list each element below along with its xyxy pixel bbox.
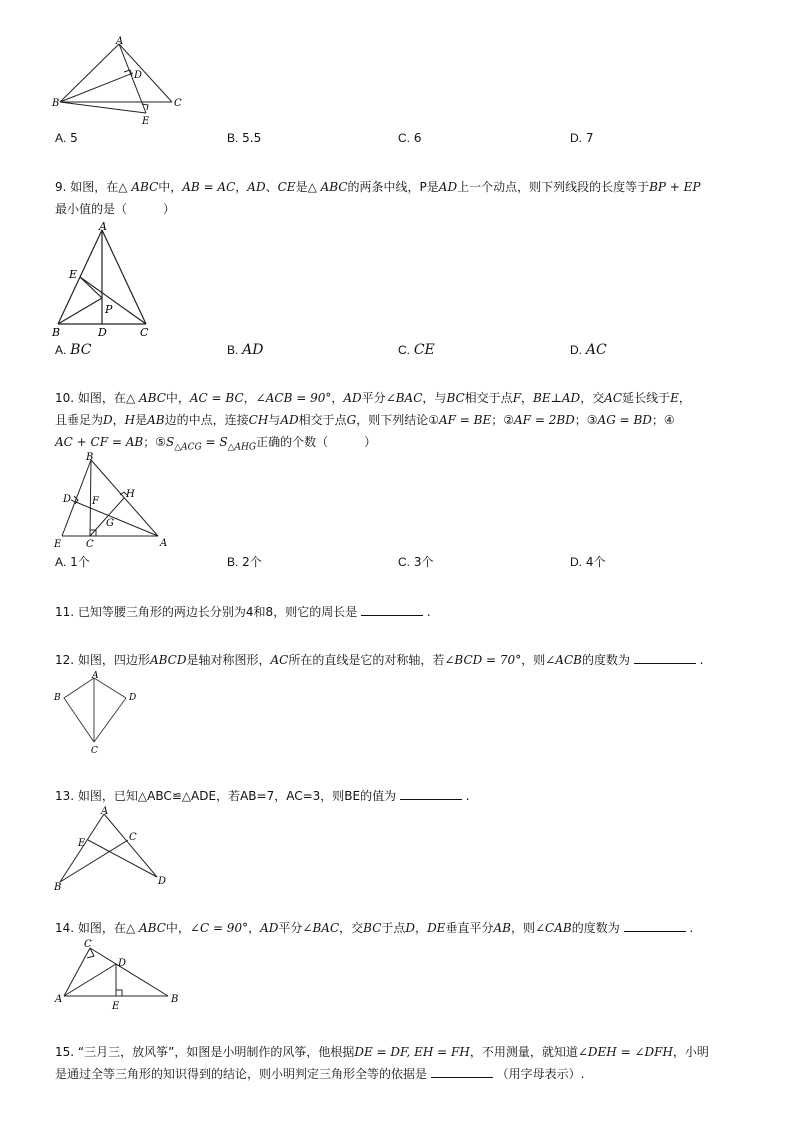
q14-text-8: 垂直平分 — [445, 921, 494, 935]
q9-option-b[interactable] — [227, 342, 264, 358]
q14-math-ad: AD — [260, 921, 279, 935]
q10-line2-seg-5: AB — [147, 413, 165, 427]
q14-label-a: A — [55, 994, 63, 1005]
question-12 — [55, 649, 745, 671]
q15-text-2: ，不用测量，就知道 — [469, 1045, 578, 1059]
q10-line1-seg-11: BC — [446, 391, 465, 405]
q10-line2-seg-7: CH — [248, 413, 269, 427]
q10-option-b[interactable] — [227, 553, 262, 570]
q10-line1-seg-13: F — [512, 391, 522, 405]
q10-line2-seg-3: H — [124, 413, 136, 427]
q13-answer-blank[interactable] — [400, 787, 462, 800]
q10-line1-seg-10: ，与 — [422, 391, 447, 405]
q10-line3-seg-2: $S_{\triangle ACG}$ — [165, 435, 202, 453]
q10-line2-seg-2: ， — [112, 413, 125, 427]
q12-label-d: D — [129, 693, 137, 703]
q9-text-3: ， — [235, 180, 248, 194]
q15-text-5: （用字母表示）. — [496, 1067, 585, 1081]
q10-line2-seg-16: ；③ — [574, 413, 598, 427]
q10-line2-seg-10: 相交于点 — [298, 413, 347, 427]
q12-math-acb: ∠ACB — [545, 653, 582, 667]
q10-line3-seg-4-sub: △AHG — [227, 442, 257, 453]
q14-text-5: ，交 — [339, 921, 364, 935]
q10-line2-seg-4: 是 — [135, 413, 148, 427]
q9-math-abc-2: ABC — [320, 180, 348, 194]
q14-text-10: 的度数为 — [571, 921, 620, 935]
question-15 — [55, 1041, 745, 1085]
q8-label-e: E — [142, 116, 150, 127]
q10-option-c-text: 3个 — [413, 555, 434, 569]
q9-option-d[interactable] — [570, 342, 607, 358]
q12-math-angle: ∠BCD = 70° — [444, 653, 522, 667]
q14-label-c: C — [84, 939, 92, 950]
q14-math-c90: ∠C = 90° — [189, 921, 249, 935]
q10-line2-seg-14: ；② — [491, 413, 515, 427]
q9-option-b-letter: B. — [227, 343, 239, 357]
q10-line1-seg-18: 延长线于 — [622, 391, 671, 405]
q8-option-b-letter: B. — [227, 131, 239, 145]
q10-label-b: B — [86, 452, 94, 463]
q14-math-bc: BC — [363, 921, 382, 935]
q12-label-b: B — [54, 693, 61, 703]
q9-label-p: P — [105, 303, 113, 316]
q12-text-2: 是轴对称图形， — [186, 653, 271, 667]
q14-math-cab: ∠CAB — [534, 921, 572, 935]
q11-text: 已知等腰三角形的两边长分别为4和8，则它的周长是 — [77, 605, 358, 619]
q8-label-b: B — [52, 98, 60, 109]
q14-text-4: 平分 — [278, 921, 303, 935]
q15-answer-blank[interactable] — [431, 1065, 493, 1078]
q10-label-g: G — [106, 518, 114, 529]
q8-option-d[interactable] — [570, 131, 593, 145]
q9-text-5: 是 — [295, 180, 308, 194]
q10-line1-seg-19: E — [670, 391, 679, 405]
q12-figure — [50, 668, 150, 756]
q9-math-sum: BP + EP — [649, 180, 701, 194]
q14-math-tri: △ ABC — [125, 921, 166, 935]
q9-label-c: C — [140, 326, 149, 339]
q10-line1-seg-2: 中， — [165, 391, 190, 405]
q13-label-b: B — [54, 882, 62, 892]
q9-option-a-text: BC — [70, 342, 92, 358]
q9-text-4: 、 — [265, 180, 278, 194]
q14-math-d: D — [405, 921, 416, 935]
q11-number: 11. — [55, 605, 75, 619]
q8-option-d-letter: D. — [570, 131, 582, 145]
q10-line2-seg-18: ；④ — [651, 413, 675, 427]
q13-number: 13. — [55, 789, 75, 803]
q9-math-ce: CE — [277, 180, 296, 194]
q9-figure — [50, 220, 165, 340]
q9-triangle-symbol: △ — [118, 180, 128, 194]
q10-line-2 — [55, 409, 745, 431]
q10-option-a-text: 1个 — [70, 555, 90, 569]
q9-math-abc: ABC — [131, 180, 159, 194]
q10-line2-seg-15: AF = 2BD — [514, 413, 575, 427]
q9-text-8: 最小值的是（ — [55, 202, 128, 216]
q9-option-b-text: AD — [242, 342, 264, 358]
q10-option-b-text: 2个 — [242, 555, 262, 569]
q13-figure — [50, 800, 175, 892]
q10-line1-seg-1: △ ABC — [125, 391, 166, 405]
q10-line1-seg-20: ， — [678, 391, 691, 405]
q10-line1-seg-9: ∠BAC — [385, 391, 423, 405]
q10-line3-seg-2-sub: △ACG — [174, 442, 202, 453]
q10-option-c-letter: C. — [398, 555, 410, 569]
q10-line1-seg-5: ∠ACB = 90° — [255, 391, 332, 405]
q9-text-9: ） — [163, 202, 176, 216]
q9-math-ad: AD — [247, 180, 266, 194]
q10-line3-seg-5: 正确的个数（ — [256, 435, 329, 449]
q8-option-c[interactable] — [398, 131, 421, 145]
q14-figure — [50, 934, 185, 1012]
q14-number: 14. — [55, 921, 75, 935]
q9-option-a[interactable] — [55, 342, 91, 358]
q10-line1-seg-0: 如图，在 — [77, 391, 126, 405]
q12-text-4: ，则 — [521, 653, 546, 667]
q8-option-d-text: 7 — [585, 131, 594, 145]
q8-option-c-text: 6 — [413, 131, 422, 145]
q10-option-a-letter: A. — [55, 555, 67, 569]
q9-number: 9. — [55, 180, 67, 194]
q10-line1-seg-14: ， — [521, 391, 534, 405]
q13-label-e: E — [78, 838, 86, 849]
q14-text-9: ，则 — [510, 921, 535, 935]
q8-label-a: A — [116, 36, 124, 47]
q12-label-c: C — [91, 746, 98, 756]
q10-label-a: A — [160, 538, 168, 549]
q9-text-6: 的两条中线，P是 — [347, 180, 439, 194]
q12-text-3: 所在的直线是它的对称轴，若 — [288, 653, 445, 667]
q10-line3-seg-0: AC + CF = AB — [55, 435, 144, 449]
q14-text-7: ， — [415, 921, 428, 935]
q10-option-d-text: 4个 — [585, 555, 606, 569]
q9-option-c-letter: C. — [398, 343, 410, 357]
q15-text-1: “三月三，放风筝”，如图是小明制作的风筝，他根据 — [77, 1045, 355, 1059]
q9-triangle-symbol-2: △ — [307, 180, 317, 194]
q10-line1-seg-17: AC — [604, 391, 623, 405]
q8-label-d: D — [134, 70, 143, 81]
q13-label-a: A — [101, 806, 109, 817]
q13-end: . — [465, 789, 470, 803]
q9-label-e: E — [69, 268, 78, 281]
q14-text-6: 于点 — [381, 921, 406, 935]
q10-label-f: F — [92, 496, 99, 507]
q10-line1-seg-6: ， — [331, 391, 344, 405]
q14-math-bac: ∠BAC — [302, 921, 340, 935]
q14-math-ab: AB — [493, 921, 511, 935]
q10-option-b-letter: B. — [227, 555, 239, 569]
q15-text-4: 是通过全等三角形的知识得到的结论，则小明判定三角形全等的依据是 — [55, 1067, 428, 1081]
q9-text-1: 如图，在 — [70, 180, 119, 194]
q9-option-d-text: AC — [585, 342, 607, 358]
q13-label-c: C — [129, 832, 137, 843]
q12-answer-blank[interactable] — [634, 651, 696, 664]
q9-option-d-letter: D. — [570, 343, 582, 357]
q12-label-a: A — [92, 671, 99, 681]
q9-text-2: 中， — [158, 180, 183, 194]
q10-number: 10. — [55, 391, 75, 405]
q8-option-a[interactable] — [55, 131, 78, 145]
q10-line2-seg-17: AG = BD — [597, 413, 652, 427]
q9-label-d: D — [98, 326, 107, 339]
q10-line2-seg-8: 与 — [268, 413, 281, 427]
q10-label-e: E — [54, 539, 62, 550]
q8-option-a-letter: A. — [55, 131, 67, 145]
q8-option-b[interactable] — [227, 131, 261, 145]
q10-line1-seg-16: ，交 — [580, 391, 605, 405]
q14-text-2: 中， — [165, 921, 190, 935]
q8-option-c-letter: C. — [398, 131, 410, 145]
q9-option-c-text: CE — [413, 342, 435, 358]
q12-math-abcd: ABCD — [149, 653, 187, 667]
q14-math-de: DE — [427, 921, 446, 935]
q15-math-eq2: ∠DEH = ∠DFH — [577, 1045, 673, 1059]
q14-label-e: E — [112, 1001, 120, 1012]
q10-line-1 — [55, 387, 745, 409]
q10-label-h: H — [126, 489, 135, 500]
q14-label-d: D — [118, 958, 127, 969]
q15-math-eq1: DE = DF, EH = FH — [354, 1045, 470, 1059]
q10-line1-seg-3: AC = BC — [189, 391, 244, 405]
q14-text-3: ， — [248, 921, 261, 935]
q10-option-d-letter: D. — [570, 555, 582, 569]
q9-option-c[interactable] — [398, 342, 435, 358]
q8-figure — [50, 36, 190, 128]
q10-line3-seg-6: ） — [328, 435, 377, 449]
q11-end: . — [426, 605, 431, 619]
q15-number: 15. — [55, 1045, 75, 1059]
q10-line2-seg-11: G — [346, 413, 357, 427]
q10-line1-seg-7: AD — [343, 391, 362, 405]
q13-text: 如图，已知△ABC≌△ADE，若AB=7，AC=3，则BE的值为 — [77, 789, 397, 803]
q9-label-a: A — [99, 220, 107, 233]
question-11 — [55, 601, 745, 623]
q13-label-d: D — [158, 876, 167, 887]
q15-text-3: ，小明 — [672, 1045, 709, 1059]
q10-option-c[interactable] — [398, 553, 433, 570]
q9-text-7: 上一个动点，则下列线段的长度等于 — [457, 180, 650, 194]
q10-option-d[interactable] — [570, 553, 605, 570]
q8-option-a-text: 5 — [70, 131, 78, 145]
q12-end: . — [699, 653, 704, 667]
q10-label-c: C — [86, 539, 94, 550]
q10-line2-seg-12: ，则下列结论① — [356, 413, 439, 427]
q10-line3-seg-4: $S_{\triangle AHG}$ — [219, 435, 257, 453]
q10-line1-seg-12: 相交于点 — [464, 391, 513, 405]
q14-label-b: B — [171, 994, 179, 1005]
q14-text-1: 如图，在 — [77, 921, 126, 935]
q9-math-eq: AB = AC — [182, 180, 236, 194]
q10-line2-seg-1: D — [103, 413, 113, 427]
q10-line2-seg-13: AF = BE — [438, 413, 492, 427]
q8-option-b-text: 5.5 — [242, 131, 262, 145]
q10-line2-seg-9: AD — [280, 413, 299, 427]
q12-math-ac: AC — [270, 653, 289, 667]
q8-label-c: C — [174, 98, 182, 109]
q10-line1-seg-15: BE⊥AD — [533, 391, 581, 405]
question-10 — [55, 387, 745, 458]
q10-line1-seg-8: 平分 — [361, 391, 386, 405]
question-9 — [55, 176, 745, 220]
q9-label-b: B — [52, 326, 61, 339]
q9-option-a-letter: A. — [55, 343, 67, 357]
q10-option-a[interactable] — [55, 553, 90, 570]
q12-number: 12. — [55, 653, 75, 667]
q10-line2-seg-0: 且垂足为 — [55, 413, 104, 427]
q12-text-1: 如图，四边形 — [77, 653, 150, 667]
q14-answer-blank[interactable] — [624, 919, 686, 932]
q10-line3-seg-1: ；⑤ — [143, 435, 166, 449]
q10-figure — [50, 450, 175, 550]
q11-answer-blank[interactable] — [361, 603, 423, 616]
q10-line1-seg-4: ， — [243, 391, 256, 405]
q10-label-d: D — [63, 494, 72, 505]
q10-line3-seg-3: = — [201, 435, 220, 449]
q12-text-5: 的度数为 — [581, 653, 630, 667]
q10-line2-seg-6: 边的中点，连接 — [164, 413, 249, 427]
q14-end: . — [689, 921, 694, 935]
q9-math-ad-2: AD — [438, 180, 458, 194]
